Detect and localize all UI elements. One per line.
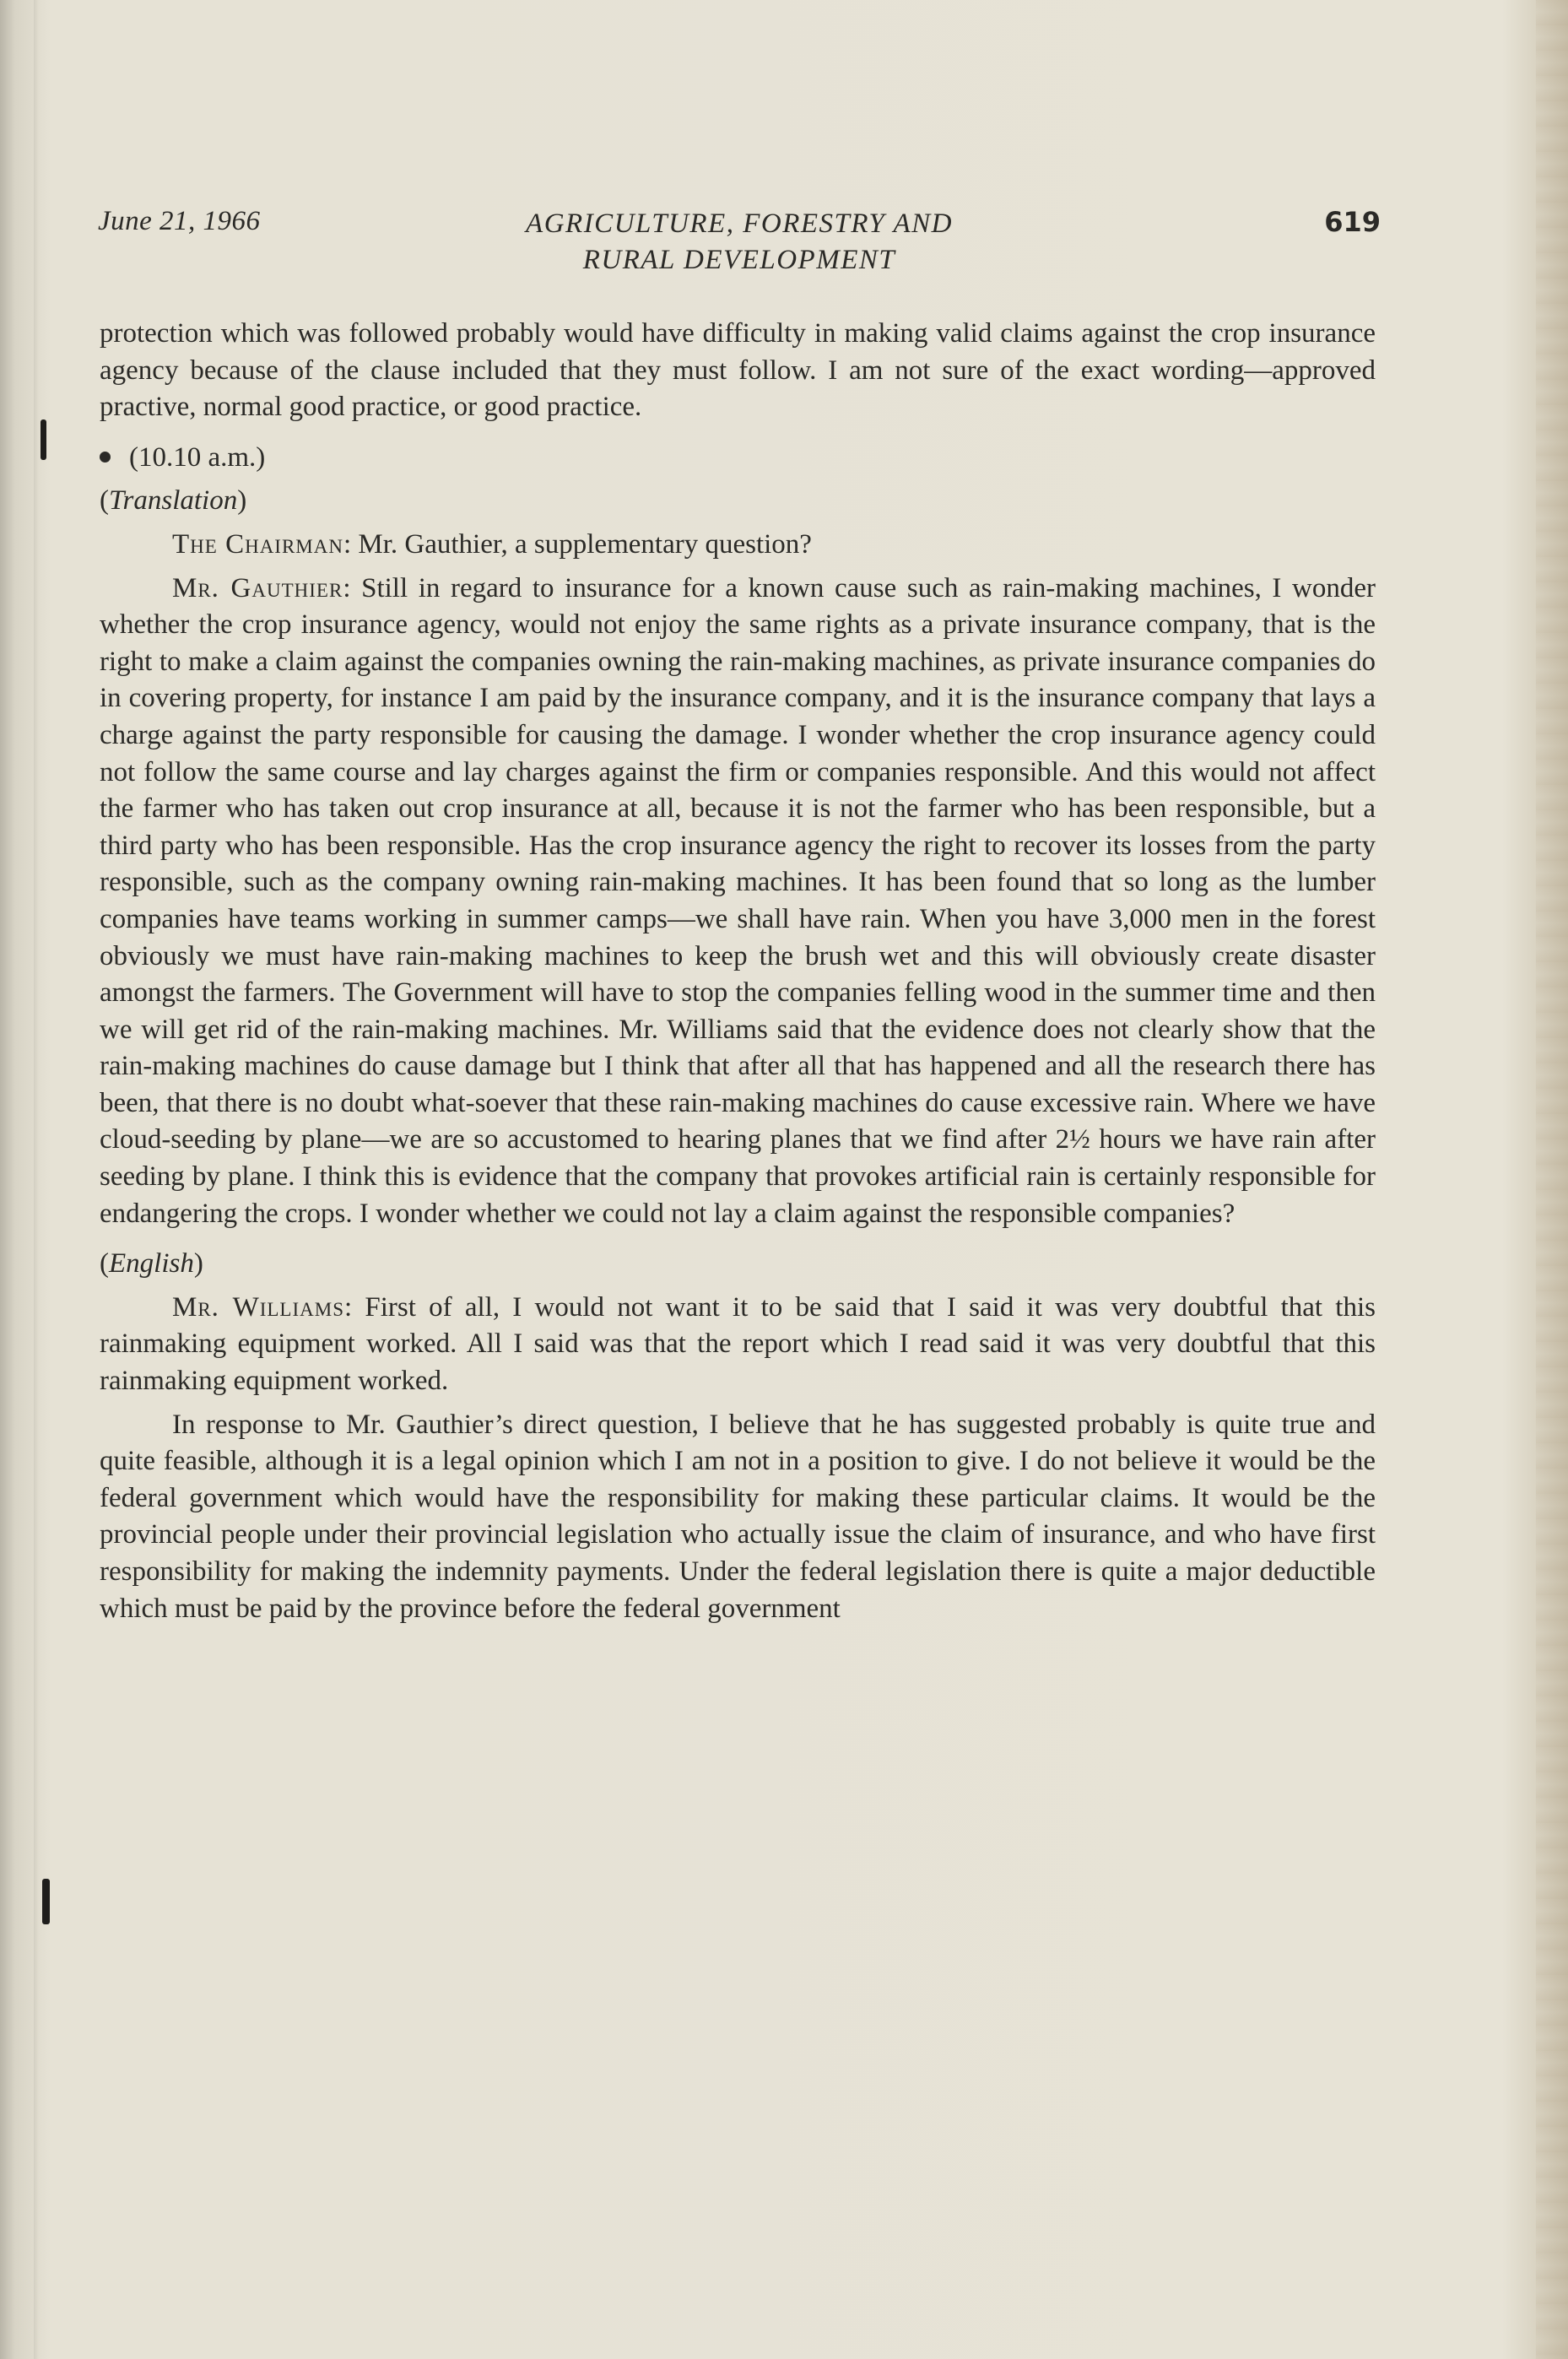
translation-label: (Translation) xyxy=(100,485,247,517)
header-title xyxy=(98,206,1381,279)
body-text xyxy=(100,316,1376,1627)
english-label: (English) xyxy=(100,1248,203,1280)
speaker-gauthier: Mr. Gauthier xyxy=(172,572,343,603)
time-marker xyxy=(100,440,1376,477)
margin-mark xyxy=(41,419,46,460)
margin-mark xyxy=(42,1879,50,1924)
williams-paragraph-2: In response to Mr. Gauthier’s direct question, I believe that he has suggested probably is quite true and quite feasible, although it is a legal opinion which I am not in a position to give. I do not believe it would be the federal government which would have the responsibility for making these particular claims. It would be the provincial people under their provincial legislation who actually issue the claim of insurance, and who have first responsibility for making the indemnity payments. Under the federal legislation there is quite a major deductible which must be paid by the province before the federal government xyxy=(100,1409,1376,1624)
translation-label-text: Translation xyxy=(109,485,238,517)
gauthier-text: : Still in regard to insurance for a known cause such as rain-making machines, I wonder whether the crop insurance agency, would not enjoy the same rights as a private insurance company, that is the right to make a claim against the companies owning the rain-making machines, as private insurance companies do in covering property, for instance I am paid by the insurance company, and it is the insurance company that lays a charge against the party responsible for causing the damage. I wonder whether the crop insurance agency could not follow the same course and lay charges against the firm or companies responsible. And this would not affect the farmer who has taken out crop insurance at all, because it is not the farmer who has been responsible, but a third party who has been responsible. Has the crop insurance agency the right to recover its losses from the party responsible, such as the company owning rain-making machines. It has been found that so long as the lumber companies have teams working in summer camps—we shall have rain. When you have 3,000 men in the forest obviously we must have rain-making machines to keep the brush wet and this will obviously create disaster amongst the farmers. The Government will have to stop the companies felling wood in the summer time and then we will get rid of the rain-making machines. Mr. Williams said that the evidence does not clearly show that the rain-making machines do cause damage but I think that after all that has happened and all the research there has been, that there is no doubt what-soever that these rain-making machines do cause excessive rain. Where we have cloud-seeding by plane—we are so accustomed to hearing planes that we find after 2½ hours we have rain after seeding by plane. I think this is evidence that the company that provokes artificial rain is certainly responsible for endangering the crops. I wonder whether we could not lay a claim against the responsible companies? xyxy=(100,572,1376,1229)
header-title-line2: RURAL DEVELOPMENT xyxy=(582,245,896,275)
gauthier-paragraph xyxy=(100,571,1376,1233)
header-date: June 21, 1966 xyxy=(98,206,261,236)
running-header xyxy=(98,206,1381,282)
page-edge xyxy=(1536,0,1568,2359)
speaker-chairman: The Chairman xyxy=(172,528,343,560)
page-number: 619 xyxy=(1324,206,1381,238)
chairman-text: : Mr. Gauthier, a supplementary question? xyxy=(343,528,812,560)
paragraph-continuation: protection which was followed probably would have difficulty in making valid claims against the crop insurance agency because of the clause included that they must follow. I am not sure of the exact wording—approved practive, normal good practice, or good practice. xyxy=(100,318,1376,423)
english-label-text: English xyxy=(109,1248,194,1280)
bullet-icon xyxy=(100,452,111,463)
time-marker-text: (10.10 a.m.) xyxy=(129,441,266,473)
williams-paragraph xyxy=(100,1290,1376,1400)
chairman-paragraph xyxy=(100,527,1376,564)
williams-text: : First of all, I would not want it to be said that I said it was very doubtful that this rainmaking equipment worked. All I said was that the report which I read said it was very doubtful that this rainmaking equipment worked. xyxy=(100,1291,1376,1397)
speaker-williams: Mr. Williams xyxy=(172,1291,344,1323)
spine-shadow xyxy=(34,0,39,2359)
header-title-line1: AGRICULTURE, FORESTRY AND xyxy=(526,208,953,239)
